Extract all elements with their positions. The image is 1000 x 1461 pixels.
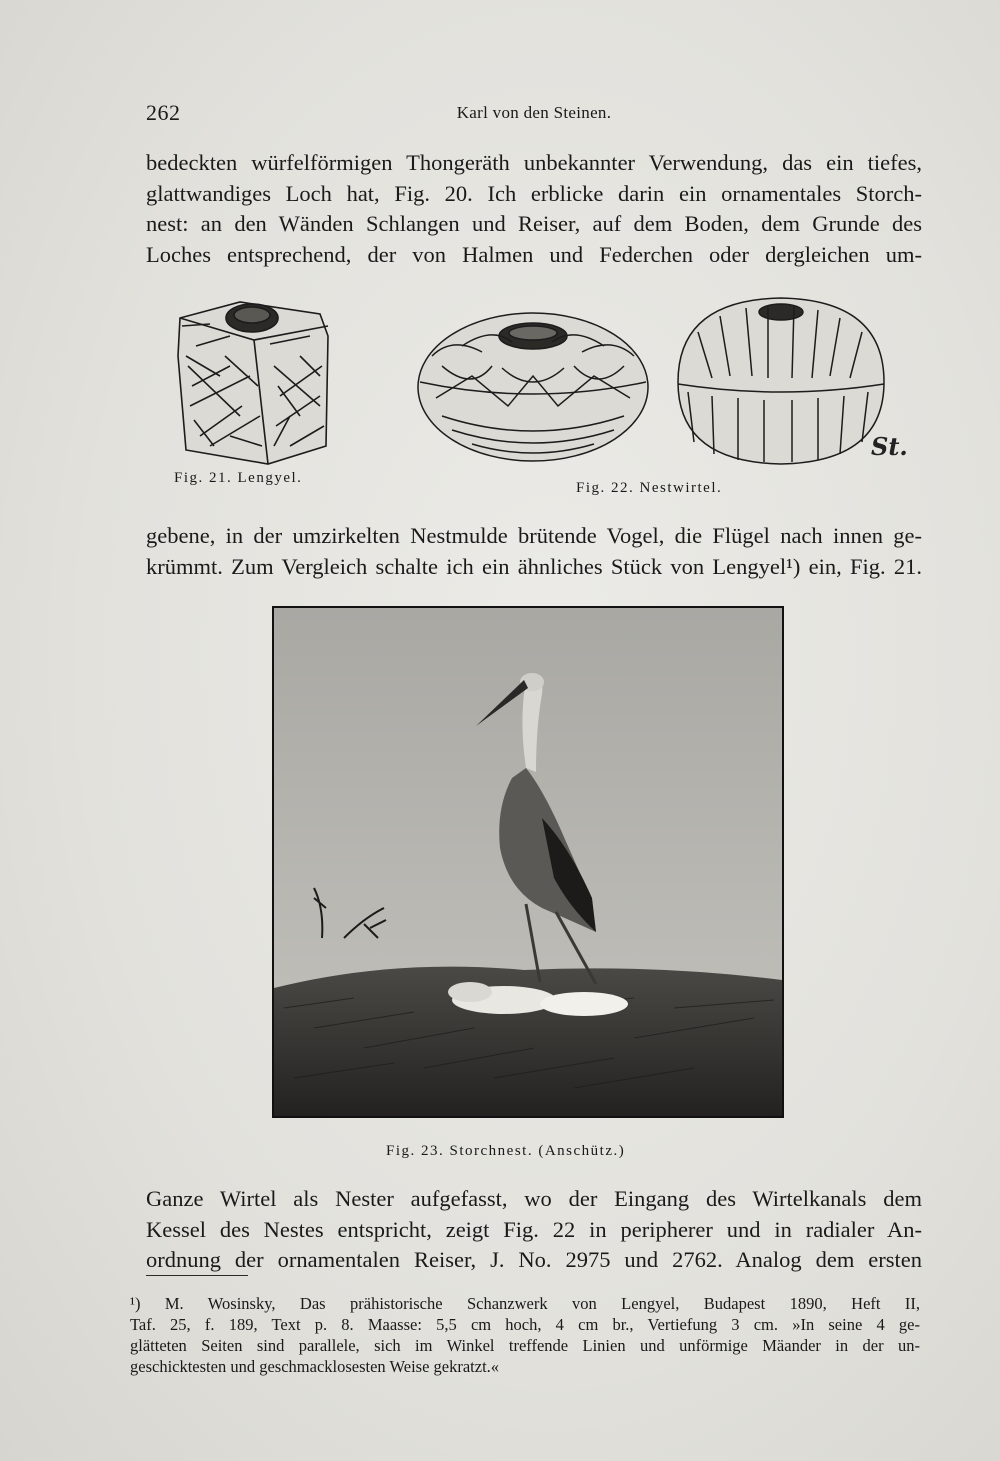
footnote-line: ¹) M. Wosinsky, Das prähistorische Schanzwerk von Lengyel, Budapest 1890, Heft II, — [130, 1294, 920, 1313]
artist-monogram: St. — [871, 432, 908, 461]
fig22-whorl-right-illustration — [668, 292, 894, 470]
footnote-line: Taf. 25, f. 189, Text p. 8. Maasse: 5,5 cm hoch, 4 cm br., Vertiefung 3 cm. »In seine 4 ge- — [130, 1315, 920, 1334]
footnote — [130, 1293, 920, 1377]
fig21-caption: Fig. 21. Lengyel. — [174, 470, 303, 486]
footnote-line: glätteten Seiten sind parallele, sich im Winkel treffende Linien und unförmige Mäander in der un- — [130, 1336, 920, 1355]
text-line: ordnung der ornamentalen Reiser, J. No. 2975 und 2762. Analog dem ersten — [146, 1247, 922, 1272]
running-head: Karl von den Steinen. — [456, 103, 612, 122]
text-line: bedeckten würfelförmigen Thongeräth unbekannter Verwendung, das ein tiefes, — [146, 150, 922, 175]
paragraph-1 — [146, 148, 922, 270]
fig22-whorl-left-illustration — [412, 306, 654, 468]
text-line: Ganze Wirtel als Nester aufgefasst, wo der Eingang des Wirtelkanals dem — [146, 1186, 922, 1211]
fig21-cube-illustration — [170, 296, 340, 468]
text-line: glattwandiges Loch hat, Fig. 20. Ich erblicke darin ein ornamentales Storch- — [146, 180, 922, 206]
fig23-stork-photograph — [272, 606, 784, 1118]
fig22-caption: Fig. 22. Nestwirtel. — [576, 480, 723, 496]
text-line: gebene, in der umzirkelten Nestmulde brütende Vogel, die Flügel nach innen ge- — [146, 523, 922, 548]
text-line: nest: an den Wänden Schlangen und Reiser, auf dem Boden, dem Grunde des — [146, 211, 922, 236]
page-header — [146, 100, 922, 130]
text-line: krümmt. Zum Vergleich schalte ich ein ähnliches Stück von Lengyel¹) ein, Fig. 21. — [146, 553, 922, 579]
text-line: Loches entsprechend, der von Halmen und Federchen oder dergleichen um- — [146, 241, 922, 267]
fig23-caption: Fig. 23. Storchnest. (Anschütz.) — [386, 1143, 626, 1159]
footnote-line: geschicktesten und geschmacklosesten Weise gekratzt.« — [130, 1357, 500, 1376]
paragraph-3 — [146, 1184, 922, 1276]
page-number: 262 — [146, 100, 181, 125]
text-line: Kessel des Nestes entspricht, zeigt Fig. 22 in peripherer und in radialer An- — [146, 1216, 922, 1242]
paragraph-2 — [146, 521, 922, 582]
footnote-rule — [146, 1275, 248, 1276]
